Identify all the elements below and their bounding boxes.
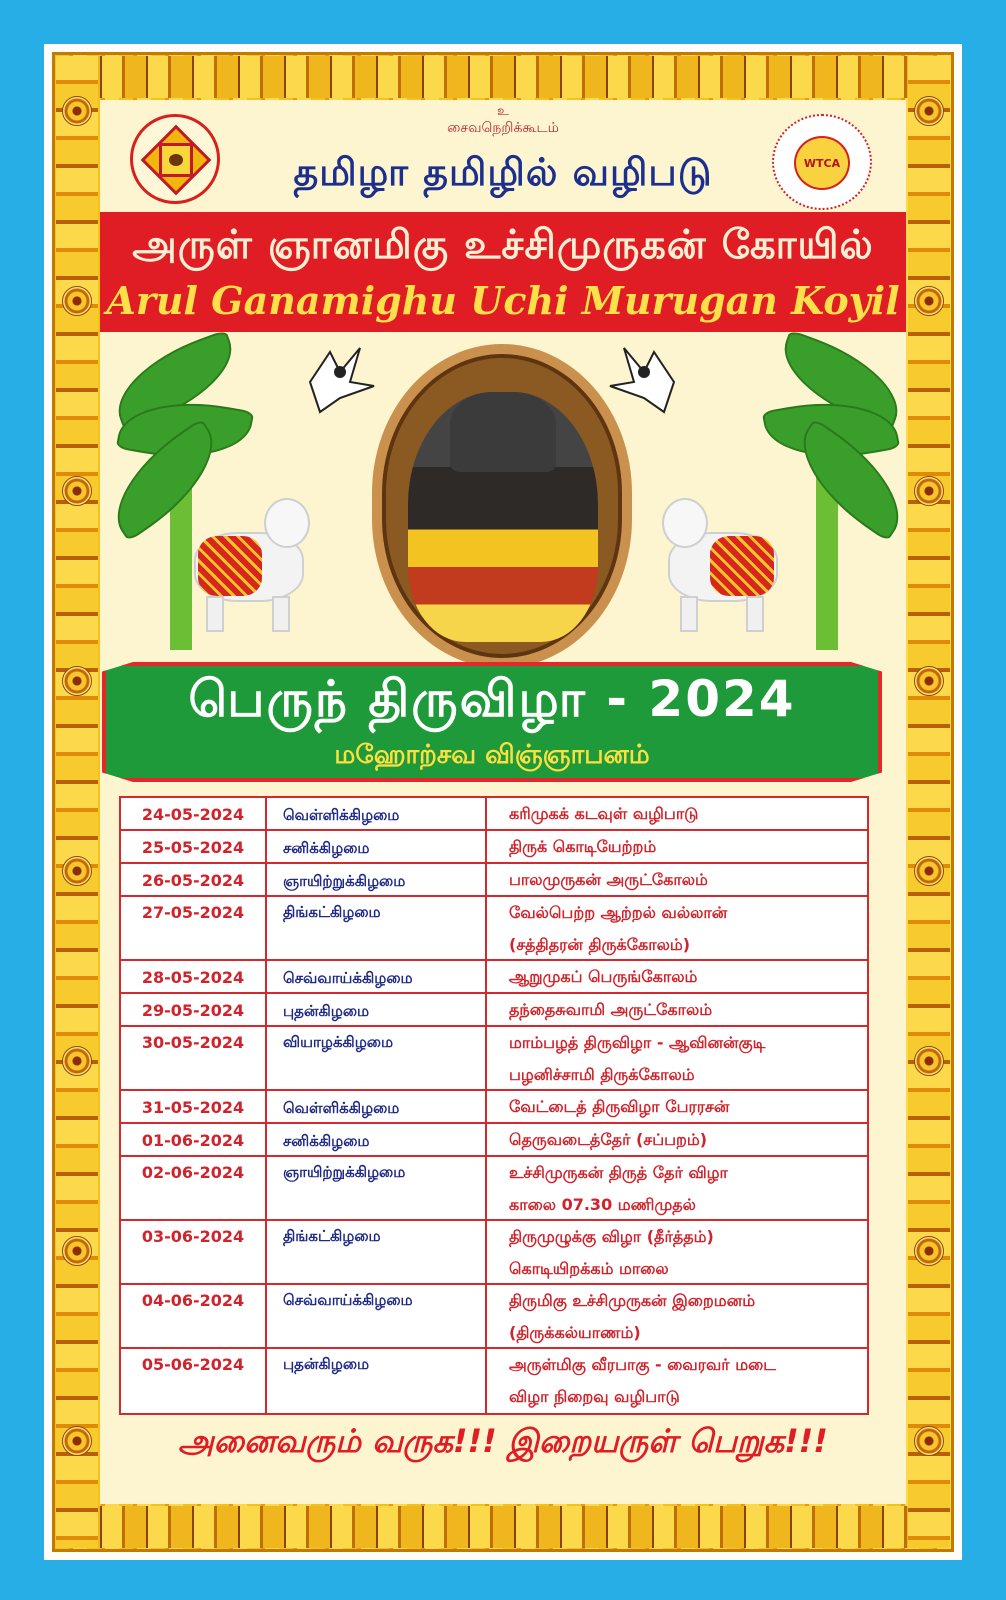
schedule-event bbox=[487, 1124, 867, 1155]
schedule-event bbox=[487, 1349, 867, 1413]
border-bottom-band bbox=[56, 1506, 950, 1548]
festival-schedule-table bbox=[119, 796, 869, 1415]
schedule-event-line: தந்தைசுவாமி அருட்கோலம் bbox=[509, 1000, 713, 1019]
schedule-day: வெள்ளிக்கிழமை bbox=[267, 798, 487, 829]
elephant-left-icon bbox=[184, 488, 314, 638]
schedule-event bbox=[487, 1221, 867, 1283]
tagline: தமிழா தமிழில் வழிபடு bbox=[293, 150, 713, 194]
border-left-column bbox=[56, 56, 98, 1548]
rosette-ornament bbox=[914, 1426, 944, 1456]
schedule-day: செவ்வாய்க்கிழமை bbox=[267, 961, 487, 992]
schedule-event-line: ஆறுமுகப் பெருங்கோலம் bbox=[509, 967, 698, 986]
schedule-row bbox=[121, 1091, 867, 1124]
schedule-event-line: கொடியிறக்கம் மாலை bbox=[509, 1259, 669, 1278]
elephant-right-icon bbox=[658, 488, 788, 638]
schedule-row bbox=[121, 1349, 867, 1413]
festival-subtitle: மஹோற்சவ விஞ்ஞாபனம் bbox=[334, 740, 650, 770]
rosette-ornament bbox=[62, 476, 92, 506]
rosette-ornament bbox=[62, 1046, 92, 1076]
schedule-event-line: அருள்மிகு வீரபாகு - வைரவர் மடை bbox=[509, 1355, 776, 1374]
schedule-day: திங்கட்கிழமை bbox=[267, 897, 487, 959]
schedule-day: புதன்கிழமை bbox=[267, 994, 487, 1025]
schedule-date: 05-06-2024 bbox=[121, 1349, 267, 1413]
schedule-date: 26-05-2024 bbox=[121, 864, 267, 895]
schedule-date: 27-05-2024 bbox=[121, 897, 267, 959]
schedule-event-line: திருமிகு உச்சிமுருகன் இறைமனம் bbox=[509, 1291, 756, 1310]
schedule-date: 29-05-2024 bbox=[121, 994, 267, 1025]
schedule-day: திங்கட்கிழமை bbox=[267, 1221, 487, 1283]
schedule-row bbox=[121, 1285, 867, 1349]
schedule-event-line: காலை 07.30 மணிமுதல் bbox=[509, 1195, 696, 1214]
schedule-event bbox=[487, 994, 867, 1025]
schedule-row bbox=[121, 831, 867, 864]
schedule-row bbox=[121, 897, 867, 961]
schedule-event-line: பழனிச்சாமி திருக்கோலம் bbox=[509, 1065, 695, 1084]
schedule-event bbox=[487, 864, 867, 895]
schedule-event-line: விழா நிறைவு வழிபாடு bbox=[509, 1387, 680, 1406]
schedule-date: 30-05-2024 bbox=[121, 1027, 267, 1089]
rosette-ornament bbox=[62, 666, 92, 696]
schedule-day: ஞாயிற்றுக்கிழமை bbox=[267, 1157, 487, 1219]
schedule-row bbox=[121, 961, 867, 994]
schedule-row bbox=[121, 1124, 867, 1157]
schedule-event-line: வேல்பெற்ற ஆற்றல் வல்லான் bbox=[509, 903, 728, 922]
schedule-day: ஞாயிற்றுக்கிழமை bbox=[267, 864, 487, 895]
schedule-event bbox=[487, 1285, 867, 1347]
border-right-column bbox=[908, 56, 950, 1548]
left-logo bbox=[130, 114, 220, 204]
schedule-row bbox=[121, 1157, 867, 1221]
rosette-ornament bbox=[914, 1046, 944, 1076]
invitation-text: அனைவரும் வருக!!! இறையருள் பெறுக!!! bbox=[178, 1422, 828, 1460]
schedule-event bbox=[487, 798, 867, 829]
schedule-date: 04-06-2024 bbox=[121, 1285, 267, 1347]
logo-lingam-icon bbox=[169, 154, 183, 166]
schedule-event-line: (சத்திதரன் திருக்கோலம்) bbox=[509, 935, 691, 954]
schedule-event-line: கரிமுகக் கடவுள் வழிபாடு bbox=[509, 804, 699, 823]
schedule-row bbox=[121, 1221, 867, 1285]
schedule-event-line: திருக் கொடியேற்றம் bbox=[509, 837, 657, 856]
schedule-day: வியாழக்கிழமை bbox=[267, 1027, 487, 1089]
schedule-event bbox=[487, 1027, 867, 1089]
wtca-logo bbox=[772, 114, 872, 210]
rosette-ornament bbox=[914, 856, 944, 886]
schedule-day: வெள்ளிக்கிழமை bbox=[267, 1091, 487, 1122]
schedule-event-line: திருமுழுக்கு விழா (தீர்த்தம்) bbox=[509, 1227, 714, 1246]
rosette-ornament bbox=[62, 286, 92, 316]
schedule-day: புதன்கிழமை bbox=[267, 1349, 487, 1413]
schedule-date: 31-05-2024 bbox=[121, 1091, 267, 1122]
schedule-date: 03-06-2024 bbox=[121, 1221, 267, 1283]
temple-name-english: Arul Ganamighu Uchi Murugan Koyil bbox=[106, 278, 900, 323]
schedule-row bbox=[121, 1027, 867, 1091]
schedule-event-line: வேட்டைத் திருவிழா பேரரசன் bbox=[509, 1097, 730, 1116]
schedule-event bbox=[487, 897, 867, 959]
schedule-row bbox=[121, 994, 867, 1027]
rosette-ornament bbox=[62, 1426, 92, 1456]
schedule-event bbox=[487, 961, 867, 992]
festival-title: பெருந் திருவிழா - 2024 bbox=[188, 670, 796, 728]
schedule-event-line: மாம்பழத் திருவிழா - ஆவினன்குடி bbox=[509, 1033, 766, 1052]
celestial-angel-left-icon bbox=[300, 342, 384, 416]
wtca-logo-text: WTCA bbox=[794, 136, 850, 190]
schedule-day: சனிக்கிழமை bbox=[267, 831, 487, 862]
auspicious-mark: உ bbox=[497, 104, 509, 119]
schedule-date: 25-05-2024 bbox=[121, 831, 267, 862]
rosette-ornament bbox=[914, 476, 944, 506]
schedule-event-line: பாலமுருகன் அருட்கோலம் bbox=[509, 870, 708, 889]
rosette-ornament bbox=[62, 856, 92, 886]
schedule-event bbox=[487, 831, 867, 862]
celestial-angel-right-icon bbox=[600, 342, 684, 416]
rosette-ornament bbox=[914, 666, 944, 696]
schedule-date: 02-06-2024 bbox=[121, 1157, 267, 1219]
schedule-event-line: தெருவடைத்தேர் (சப்பறம்) bbox=[509, 1130, 708, 1149]
schedule-day: சனிக்கிழமை bbox=[267, 1124, 487, 1155]
schedule-day: செவ்வாய்க்கிழமை bbox=[267, 1285, 487, 1347]
schedule-event bbox=[487, 1091, 867, 1122]
schedule-event-line: உச்சிமுருகன் திருத் தேர் விழா bbox=[509, 1163, 728, 1182]
rosette-ornament bbox=[914, 286, 944, 316]
rosette-ornament bbox=[914, 1236, 944, 1266]
schedule-event bbox=[487, 1157, 867, 1219]
organization-name: சைவநெறிக்கூடம் bbox=[447, 120, 559, 136]
schedule-event-line: (திருக்கல்யாணம்) bbox=[509, 1323, 641, 1342]
schedule-row bbox=[121, 798, 867, 831]
schedule-row bbox=[121, 864, 867, 897]
banana-tree-right-icon bbox=[776, 340, 906, 660]
rosette-ornament bbox=[62, 1236, 92, 1266]
schedule-date: 28-05-2024 bbox=[121, 961, 267, 992]
temple-name-tamil: அருள் ஞானமிகு உச்சிமுருகன் கோயில் bbox=[132, 222, 874, 268]
deity-crown-icon bbox=[450, 392, 556, 472]
border-top-band bbox=[56, 56, 950, 98]
schedule-date: 24-05-2024 bbox=[121, 798, 267, 829]
schedule-date: 01-06-2024 bbox=[121, 1124, 267, 1155]
